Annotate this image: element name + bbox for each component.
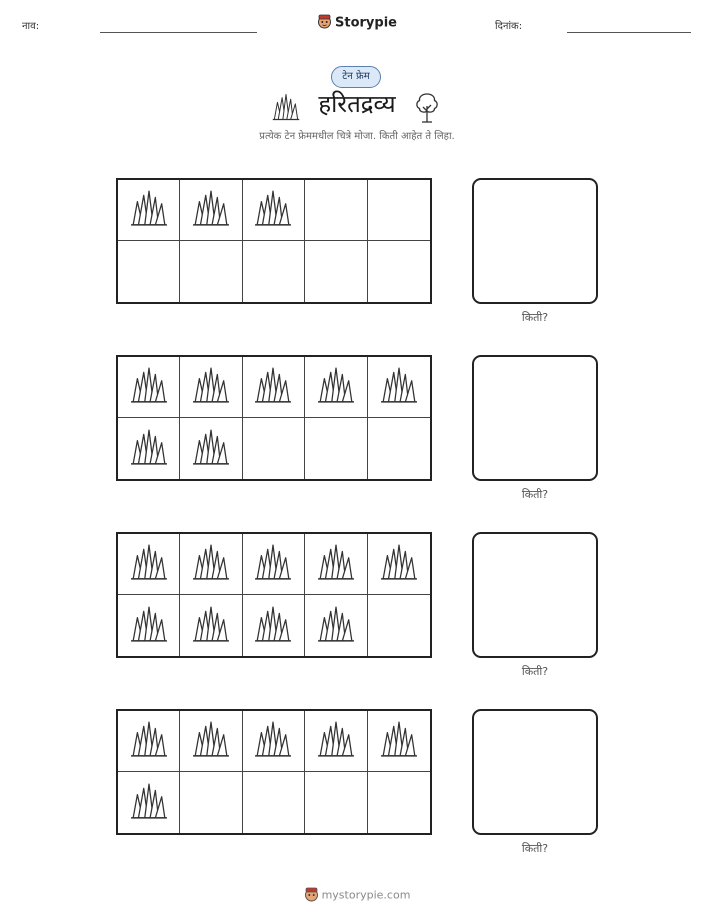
frame-cell — [118, 772, 180, 833]
grass-icon — [130, 189, 168, 231]
grass-icon — [192, 605, 230, 647]
frame-cell — [305, 711, 367, 772]
grass-icon — [192, 428, 230, 470]
frame-cell — [305, 241, 367, 302]
frame-cell — [180, 418, 242, 479]
storypie-mascot-icon — [317, 13, 332, 33]
instructions: प्रत्येक टेन फ्रेममधील चित्रे मोजा. किती आहेत ते लिहा. — [259, 131, 455, 142]
footer-website: mystorypie.com — [321, 888, 411, 902]
frame-cell — [118, 357, 180, 418]
frame-cell — [368, 534, 430, 595]
grass-icon — [130, 543, 168, 585]
frame-cell — [180, 772, 242, 833]
date-field[interactable] — [567, 32, 691, 33]
frame-cell — [243, 534, 305, 595]
answer-box-3[interactable] — [472, 532, 598, 658]
grass-icon — [254, 720, 292, 762]
date-label: दिनांक: — [495, 21, 523, 32]
brand-name: Storypie — [335, 15, 397, 31]
frame-cell — [180, 180, 242, 241]
frame-cell — [368, 241, 430, 302]
grass-icon — [380, 720, 418, 762]
frame-cell — [368, 418, 430, 479]
frame-cell — [118, 180, 180, 241]
frame-cell — [118, 711, 180, 772]
grass-icon — [130, 366, 168, 408]
grass-icon — [192, 543, 230, 585]
frame-cell — [305, 534, 367, 595]
grass-icon — [317, 366, 355, 408]
answer-box-4[interactable] — [472, 709, 598, 835]
frame-cell — [243, 418, 305, 479]
answer-label-4: किती? — [521, 842, 549, 855]
name-label: नाव: — [22, 21, 40, 32]
frame-cell — [368, 595, 430, 656]
answer-box-2[interactable] — [472, 355, 598, 481]
grass-icon — [254, 189, 292, 231]
worksheet-title: हरितद्रव्य — [318, 90, 396, 118]
answer-label-3: किती? — [521, 665, 549, 678]
answer-box-1[interactable] — [472, 178, 598, 304]
grass-icon — [192, 366, 230, 408]
footer — [0, 886, 714, 905]
tree-icon — [413, 91, 441, 127]
frame-cell — [368, 180, 430, 241]
frame-cell — [305, 772, 367, 833]
grass-icon — [317, 605, 355, 647]
grass-icon — [317, 720, 355, 762]
ten-frame-3 — [116, 532, 432, 658]
frame-cell — [180, 711, 242, 772]
grass-icon — [130, 428, 168, 470]
grass-icon — [317, 543, 355, 585]
frame-cell — [180, 534, 242, 595]
frame-cell — [305, 595, 367, 656]
frame-cell — [243, 772, 305, 833]
frame-cell — [305, 180, 367, 241]
frame-cell — [243, 241, 305, 302]
frame-cell — [118, 418, 180, 479]
frame-cell — [243, 357, 305, 418]
frame-cell — [305, 418, 367, 479]
answer-label-1: किती? — [521, 311, 549, 324]
frame-cell — [243, 711, 305, 772]
grass-icon — [254, 366, 292, 408]
storypie-mascot-icon — [304, 886, 319, 905]
frame-cell — [243, 180, 305, 241]
ten-frame-2 — [116, 355, 432, 481]
brand-logo — [0, 13, 714, 33]
grass-icon — [254, 605, 292, 647]
frame-cell — [305, 357, 367, 418]
ten-frame-4 — [116, 709, 432, 835]
frame-cell — [180, 241, 242, 302]
grass-icon — [192, 720, 230, 762]
grass-icon — [192, 189, 230, 231]
grass-icon — [130, 782, 168, 824]
frame-cell — [368, 772, 430, 833]
grass-icon — [380, 366, 418, 408]
answer-label-2: किती? — [521, 488, 549, 501]
grass-icon — [380, 543, 418, 585]
grass-icon — [130, 605, 168, 647]
frame-cell — [368, 357, 430, 418]
ten-frame-1 — [116, 178, 432, 304]
frame-cell — [118, 595, 180, 656]
frame-cell — [118, 241, 180, 302]
frame-cell — [368, 711, 430, 772]
grass-icon — [130, 720, 168, 762]
grass-icon — [254, 543, 292, 585]
frame-cell — [118, 534, 180, 595]
topic-badge: टेन फ्रेम — [331, 66, 381, 88]
frame-cell — [180, 357, 242, 418]
frame-cell — [243, 595, 305, 656]
frame-cell — [180, 595, 242, 656]
